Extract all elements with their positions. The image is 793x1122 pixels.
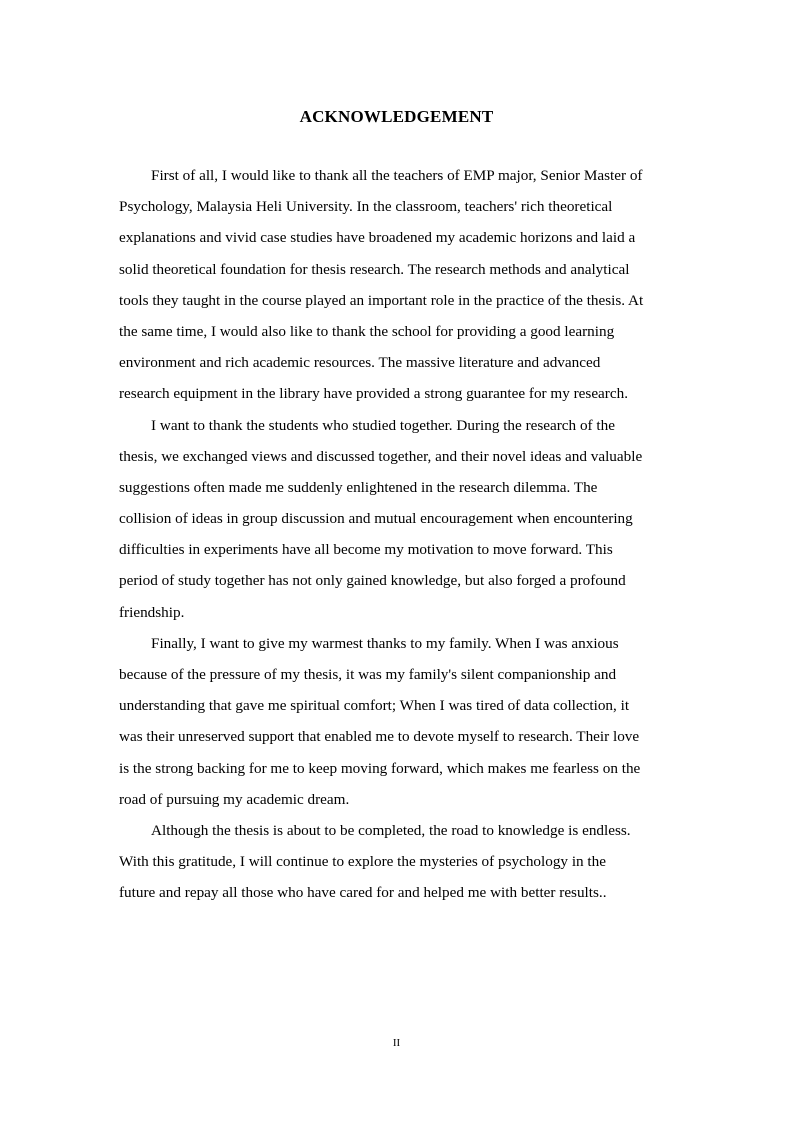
text-line: road of pursuing my academic dream.: [119, 790, 350, 808]
text-line: I want to thank the students who studied together. During the research of the: [151, 416, 615, 434]
text-line: First of all, I would like to thank all the teachers of EMP major, Senior Master of: [151, 167, 643, 184]
text-line: future and repay all those who have cared for and helped me with better results..: [119, 884, 607, 902]
page-number: II: [392, 1037, 401, 1049]
text-line: With this gratitude, I will continue to explore the mysteries of psychology in the: [119, 853, 606, 871]
text-line: Although the thesis is about to be completed, the road to knowledge is endless.: [151, 821, 631, 839]
text-line: collision of ideas in group discussion and mutual encouragement when encountering: [119, 510, 633, 528]
text-line: Psychology, Malaysia Heli University. In the classroom, teachers' rich theoretical: [119, 198, 613, 216]
text-line: suggestions often made me suddenly enlightened in the research dilemma. The: [119, 478, 598, 496]
text-line: understanding that gave me spiritual comfort; When I was tired of data collection, it: [119, 697, 630, 715]
text-line: thesis, we exchanged views and discussed together, and their novel ideas and valuable: [119, 447, 643, 465]
text-line: solid theoretical foundation for thesis research. The research methods and analytical: [119, 260, 630, 278]
acknowledgement-body: [119, 160, 675, 909]
text-line: was their unreserved support that enabled me to devote myself to research. Their love: [119, 728, 640, 746]
text-line: difficulties in experiments have all become my motivation to move forward. This: [119, 541, 613, 559]
text-line: explanations and vivid case studies have broadened my academic horizons and laid a: [119, 229, 636, 247]
text-line: is the strong backing for me to keep moving forward, which makes me fearless on the: [119, 759, 641, 777]
text-line: tools they taught in the course played an important role in the practice of the thesis. At: [119, 291, 644, 309]
text-line: environment and rich academic resources. The massive literature and advanced: [119, 354, 601, 372]
text-line: friendship.: [119, 603, 185, 621]
text-line: because of the pressure of my thesis, it was my family's silent companionship and: [119, 666, 617, 683]
text-line: period of study together has not only gained knowledge, but also forged a profound: [119, 572, 626, 590]
text-line: the same time, I would also like to thank the school for providing a good learning: [119, 322, 615, 340]
text-line: Finally, I want to give my warmest thanks to my family. When I was anxious: [151, 634, 619, 652]
page-title: ACKNOWLEDGEMENT: [299, 107, 494, 126]
text-line: research equipment in the library have provided a strong guarantee for my research.: [119, 385, 628, 403]
